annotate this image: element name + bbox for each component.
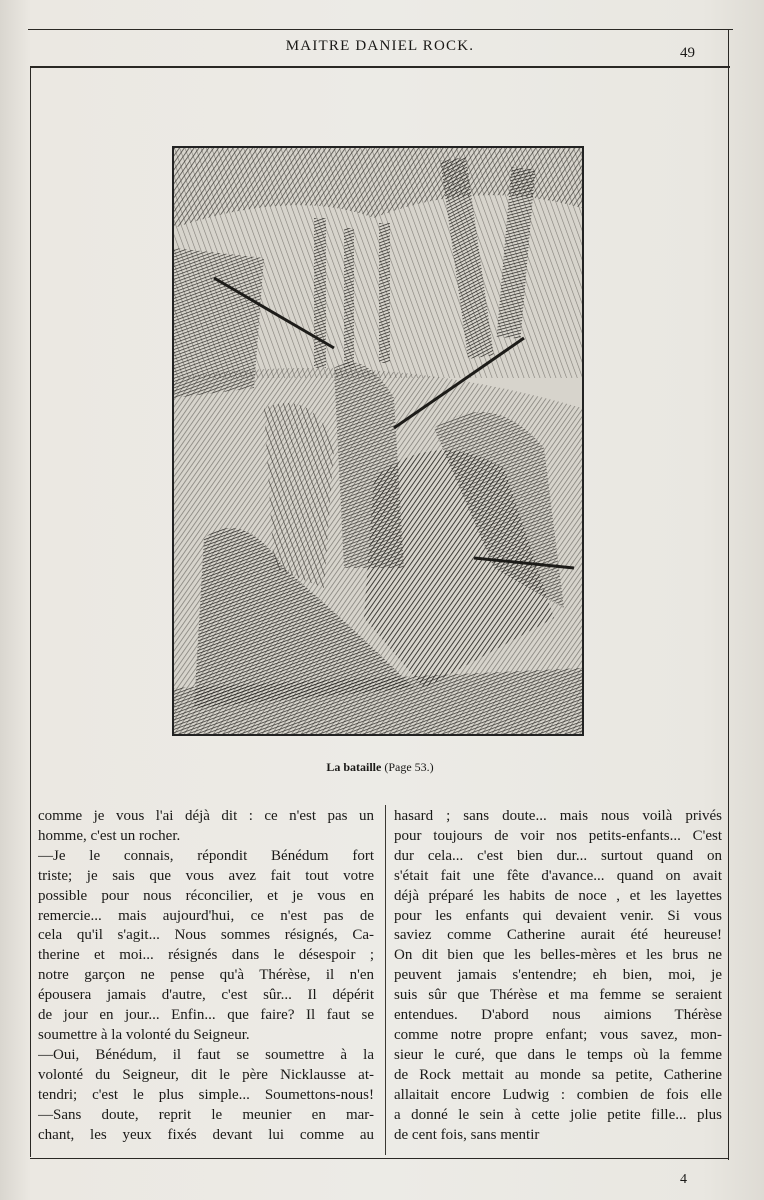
text-line: sieur le curé, que dans le temps où la femme <box>394 1046 722 1063</box>
text-line: entendues. D'abord nous aimions Thérèse <box>394 1007 722 1024</box>
text-line: s'était fait une fête d'avance... quand on avait <box>394 867 722 884</box>
engraving-illustration <box>172 146 584 736</box>
text-line: pour toujours de voir nos petits-enfants... C'est <box>394 827 722 844</box>
right-text-column <box>394 807 722 1145</box>
text-line: On dit bien que les belles-mères et les brus ne <box>394 947 722 964</box>
text-line: —Oui, Bénédum, il faut se soumettre à la <box>38 1046 374 1063</box>
caption-label: La bataille <box>326 760 382 774</box>
text-line: dur cela... c'est bien dur... surtout quand on <box>394 847 722 864</box>
column-divider <box>385 805 386 1155</box>
text-line: cela qu'il s'agit... Nous sommes résignés, Ca- <box>38 927 374 944</box>
text-line: hasard ; sans doute... mais nous voilà privés <box>394 808 722 824</box>
text-line: triste; je sais que vous avez fait tout votre <box>38 867 374 884</box>
header-rule <box>30 66 730 68</box>
text-line: épousera jamais d'autre, c'est sûr... Il dépérit <box>38 987 374 1004</box>
text-line: pour les enfants qui devaient venir. Si vous <box>394 907 722 924</box>
top-frame-rule <box>28 29 733 30</box>
running-header-title: MAITRE DANIEL ROCK. <box>285 38 475 54</box>
text-line: —Sans doute, reprit le meunier en mar- <box>38 1106 374 1123</box>
text-line: chant, les yeux fixés devant lui comme au <box>38 1126 374 1143</box>
text-line: remercie... mais aujourd'hui, ce n'est pas de <box>38 907 374 924</box>
text-line: soumettre à la volonté du Seigneur. <box>38 1026 250 1043</box>
text-line: peuvent jamais s'entendre; eh bien, moi, je <box>394 967 722 984</box>
text-line: homme, c'est un rocher. <box>38 827 181 844</box>
text-line: —Je le connais, répondit Bénédum fort <box>38 847 374 864</box>
text-line: a donné le sein à cette jolie petite fille... plus <box>394 1106 722 1123</box>
bottom-frame-rule <box>30 1158 728 1159</box>
page-number: 49 <box>680 45 695 61</box>
text-line: saviez comme Catherine aurait été heureuse! <box>394 927 722 944</box>
text-line: de cent fois, sans mentir <box>394 1126 540 1143</box>
left-text-column <box>38 807 374 1145</box>
illustration-caption <box>250 760 510 775</box>
right-frame-rule <box>728 30 729 1160</box>
text-line: de jour en jour... Enfin... que faire? Il faut se <box>38 1007 374 1024</box>
text-line: possible pour nous réconcilier, et je vous en <box>38 887 374 904</box>
text-line: comme notre propre enfant; vous savez, mon- <box>394 1026 722 1043</box>
left-frame-rule <box>30 67 31 1157</box>
text-line: notre garçon ne pense qu'à Thérèse, il n'en <box>38 967 374 984</box>
text-line: volonté du Seigneur, dit le père Nicklausse at- <box>38 1066 374 1083</box>
text-line: tendri; c'est le plus simple... Soumettons-nous! <box>38 1086 374 1103</box>
text-line: déjà préparé les habits de noce , et les layettes <box>394 887 722 904</box>
text-line: therine et moi... résignés dans le désespoir ; <box>38 947 374 964</box>
text-line: allaitait encore Ludwig : combien de fois elle <box>394 1086 722 1103</box>
text-line: de Rock mettait au monde sa petite, Catherine <box>394 1066 722 1083</box>
battle-engraving-image <box>174 148 582 734</box>
signature-number: 4 <box>680 1172 687 1187</box>
caption-page-ref: (Page 53.) <box>384 760 434 774</box>
text-line: suis sûr que Thérèse et ma femme se seraient <box>394 987 722 1004</box>
text-line: comme je vous l'ai déjà dit : ce n'est pas un <box>38 808 374 824</box>
